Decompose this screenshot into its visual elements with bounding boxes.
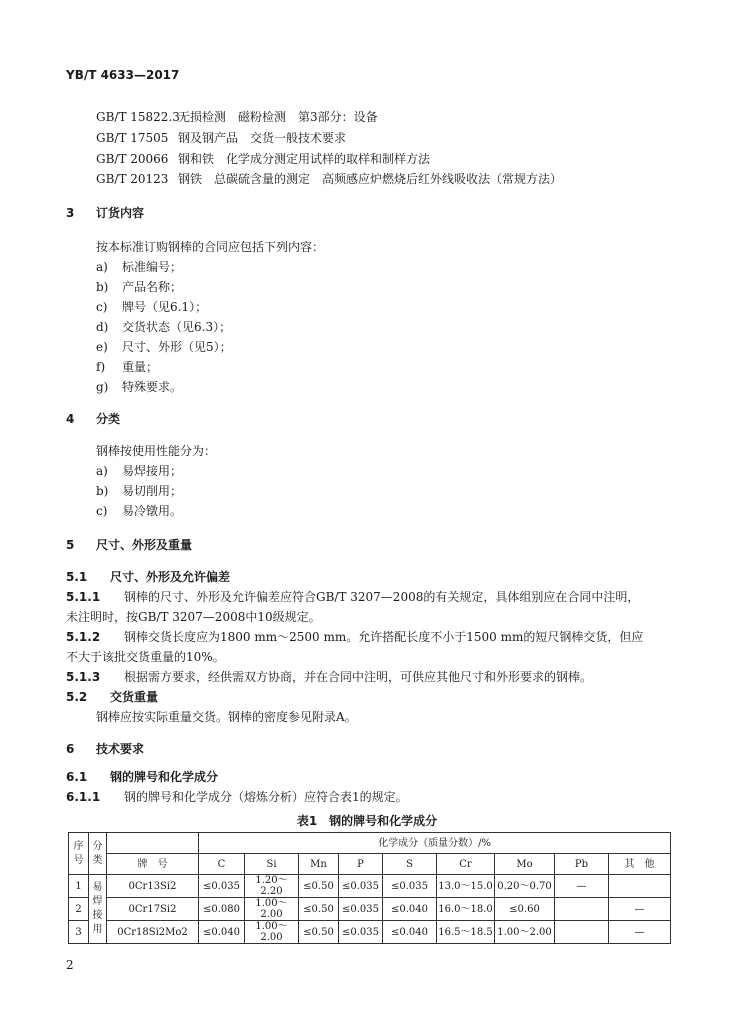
cell-value bbox=[555, 921, 609, 944]
table-row bbox=[69, 898, 671, 921]
class-char: 用 bbox=[92, 924, 103, 935]
header-element: Mn bbox=[299, 854, 339, 875]
header-element: C bbox=[199, 854, 245, 875]
cell-value: 1.20～2.20 bbox=[245, 875, 299, 898]
list-label: a) bbox=[96, 260, 108, 274]
document-id: YB/T 4633—2017 bbox=[66, 68, 180, 82]
list-item bbox=[96, 258, 182, 275]
subsection-number: 6.1 bbox=[66, 770, 88, 784]
cell-seq: 2 bbox=[69, 898, 89, 921]
cell-value bbox=[609, 875, 671, 898]
list-item bbox=[96, 298, 207, 315]
subsection-heading bbox=[66, 568, 230, 585]
section-title: 尺寸、外形及重量 bbox=[96, 538, 193, 552]
subsection-title: 尺寸、外形及允许偏差 bbox=[110, 570, 231, 584]
cell-value: — bbox=[609, 921, 671, 944]
list-text: 标准编号； bbox=[122, 260, 183, 274]
cell-seq: 3 bbox=[69, 921, 89, 944]
list-label: a) bbox=[96, 464, 108, 478]
header-element: Cr bbox=[437, 854, 495, 875]
subsection-heading bbox=[66, 688, 158, 705]
paragraph: 钢棒按使用性能分为： bbox=[96, 444, 217, 458]
reference-code: GB/T 20066 bbox=[96, 152, 169, 166]
list-item bbox=[96, 502, 182, 519]
clause-continuation: 未注明时，按GB/T 3207—2008中10级规定。 bbox=[66, 610, 321, 624]
cell-value: — bbox=[609, 898, 671, 921]
cell-value: ≤0.040 bbox=[199, 921, 245, 944]
header-class: 分类 bbox=[89, 833, 107, 875]
cell-value: ≤0.60 bbox=[495, 898, 555, 921]
subsection-heading bbox=[66, 768, 218, 785]
clause-number: 5.1.2 bbox=[66, 630, 101, 644]
cell-seq: 1 bbox=[69, 875, 89, 898]
header-element: Pb bbox=[555, 854, 609, 875]
list-text: 易切削用； bbox=[122, 484, 183, 498]
clause-number: 5.1.3 bbox=[66, 670, 101, 684]
clause-continuation: 不大于该批交货重量的10%。 bbox=[66, 650, 225, 664]
list-text: 牌号（见6.1）； bbox=[122, 300, 208, 314]
reference-title: 钢及钢产品 交货一般技术要求 bbox=[178, 131, 347, 145]
list-text: 易冷镦用。 bbox=[122, 504, 183, 518]
cell-value: ≤0.50 bbox=[299, 921, 339, 944]
cell-value bbox=[555, 898, 609, 921]
header-grade: 牌 号 bbox=[107, 854, 199, 875]
clause-text: 钢棒交货长度应为1800 mm～2500 mm。允许搭配长度不小于1500 mm的短尺钢棒交货，但应 bbox=[124, 630, 644, 644]
cell-value: ≤0.040 bbox=[383, 898, 437, 921]
section-number: 5 bbox=[66, 538, 75, 552]
clause-5-1-2 bbox=[66, 628, 643, 645]
header-blank bbox=[107, 833, 199, 854]
list-label: c) bbox=[96, 300, 108, 314]
cell-value: ≤0.50 bbox=[299, 898, 339, 921]
cell-value: 13.0～15.0 bbox=[437, 875, 495, 898]
paragraph: 按本标准订购钢棒的合同应包括下列内容： bbox=[96, 240, 325, 254]
header-element: Si bbox=[245, 854, 299, 875]
cell-value: ≤0.040 bbox=[383, 921, 437, 944]
section-heading bbox=[66, 740, 144, 757]
list-label: d) bbox=[96, 320, 109, 334]
reference-code: GB/T 17505 bbox=[96, 131, 169, 145]
clause-text: 根据需方要求，经供需双方协商，并在合同中注明，可供应其他尺寸和外形要求的钢棒。 bbox=[124, 670, 593, 684]
list-label: e) bbox=[96, 340, 108, 354]
list-item bbox=[96, 482, 182, 499]
cell-grade: 0Cr18Si2Mo2 bbox=[107, 921, 199, 944]
clause-number: 5.1.1 bbox=[66, 590, 101, 604]
cell-value: ≤0.035 bbox=[383, 875, 437, 898]
clause-5-1-1 bbox=[66, 588, 639, 605]
cell-value: ≤0.035 bbox=[199, 875, 245, 898]
clause-text: 钢棒的尺寸、外形及允许偏差应符合GB/T 3207—2008的有关规定，具体组别应在合同中注明， bbox=[124, 590, 640, 604]
cell-value: 1.00～2.00 bbox=[245, 898, 299, 921]
list-text: 易焊接用； bbox=[122, 464, 183, 478]
cell-value: 1.00～2.00 bbox=[245, 921, 299, 944]
page-number: 2 bbox=[66, 958, 74, 972]
reference-line bbox=[96, 108, 378, 125]
clause-6-1-1 bbox=[66, 788, 408, 805]
header-element: S bbox=[383, 854, 437, 875]
cell-value: ≤0.50 bbox=[299, 875, 339, 898]
section-number: 4 bbox=[66, 412, 75, 426]
header-element: Mo bbox=[495, 854, 555, 875]
table-row bbox=[69, 921, 671, 944]
list-label: b) bbox=[96, 280, 109, 294]
header-element: 其 他 bbox=[609, 854, 671, 875]
cell-value: 16.5～18.5 bbox=[437, 921, 495, 944]
chemical-composition-table bbox=[68, 832, 671, 944]
cell-value: ≤0.035 bbox=[339, 898, 383, 921]
reference-line bbox=[96, 129, 346, 146]
subsection-number: 5.1 bbox=[66, 570, 88, 584]
header-chemical-composition: 化学成分（质量分数）/% bbox=[199, 833, 671, 854]
cell-grade: 0Cr17Si2 bbox=[107, 898, 199, 921]
subsection-title: 钢的牌号和化学成分 bbox=[110, 770, 219, 784]
class-char: 焊 bbox=[92, 896, 103, 907]
class-char: 接 bbox=[92, 910, 103, 921]
subsection-title: 交货重量 bbox=[110, 690, 159, 704]
section-title: 分类 bbox=[96, 412, 121, 426]
list-item bbox=[96, 462, 182, 479]
clause-text: 钢的牌号和化学成分（熔炼分析）应符合表1的规定。 bbox=[124, 790, 408, 804]
list-item bbox=[96, 278, 182, 295]
table-caption: 表1 钢的牌号和化学成分 bbox=[296, 814, 438, 828]
list-label: g) bbox=[96, 380, 109, 394]
paragraph: 钢棒应按实际重量交货。钢棒的密度参见附录A。 bbox=[96, 710, 357, 724]
list-text: 特殊要求。 bbox=[122, 380, 183, 394]
list-item bbox=[96, 338, 232, 355]
clause-number: 6.1.1 bbox=[66, 790, 101, 804]
cell-class bbox=[89, 875, 107, 944]
cell-value: ≤0.080 bbox=[199, 898, 245, 921]
reference-title: 钢和铁 化学成分测定用试样的取样和制样方法 bbox=[178, 152, 431, 166]
list-item bbox=[96, 358, 158, 375]
header-seq: 序号 bbox=[69, 833, 89, 875]
list-text: 产品名称； bbox=[122, 280, 183, 294]
list-label: f) bbox=[96, 360, 106, 374]
section-heading bbox=[66, 410, 120, 427]
clause-5-1-3 bbox=[66, 668, 592, 685]
section-title: 订货内容 bbox=[96, 206, 145, 220]
section-title: 技术要求 bbox=[96, 742, 145, 756]
reference-title: 无损检测 磁粉检测 第3部分：设备 bbox=[178, 110, 378, 124]
reference-code: GB/T 15822.3 bbox=[96, 110, 180, 124]
list-label: c) bbox=[96, 504, 108, 518]
cell-value: — bbox=[555, 875, 609, 898]
cell-grade: 0Cr13Si2 bbox=[107, 875, 199, 898]
reference-title: 钢铁 总碳硫含量的测定 高频感应炉燃烧后红外线吸收法（常规方法） bbox=[178, 172, 563, 186]
reference-line bbox=[96, 150, 430, 167]
list-text: 交货状态（见6.3）； bbox=[122, 320, 232, 334]
subsection-number: 5.2 bbox=[66, 690, 88, 704]
table-row bbox=[69, 875, 671, 898]
cell-value: 16.0～18.0 bbox=[437, 898, 495, 921]
header-element: P bbox=[339, 854, 383, 875]
section-number: 3 bbox=[66, 206, 75, 220]
section-heading bbox=[66, 204, 144, 221]
cell-value: ≤0.035 bbox=[339, 875, 383, 898]
reference-code: GB/T 20123 bbox=[96, 172, 169, 186]
reference-line bbox=[96, 170, 562, 187]
section-heading bbox=[66, 536, 192, 553]
list-text: 尺寸、外形（见5）； bbox=[122, 340, 232, 354]
list-text: 重量； bbox=[122, 360, 159, 374]
list-item bbox=[96, 318, 231, 335]
cell-value: 1.00～2.00 bbox=[495, 921, 555, 944]
class-char: 易 bbox=[92, 882, 103, 893]
list-item bbox=[96, 378, 182, 395]
cell-value: 0.20～0.70 bbox=[495, 875, 555, 898]
cell-value: ≤0.035 bbox=[339, 921, 383, 944]
section-number: 6 bbox=[66, 742, 75, 756]
list-label: b) bbox=[96, 484, 109, 498]
